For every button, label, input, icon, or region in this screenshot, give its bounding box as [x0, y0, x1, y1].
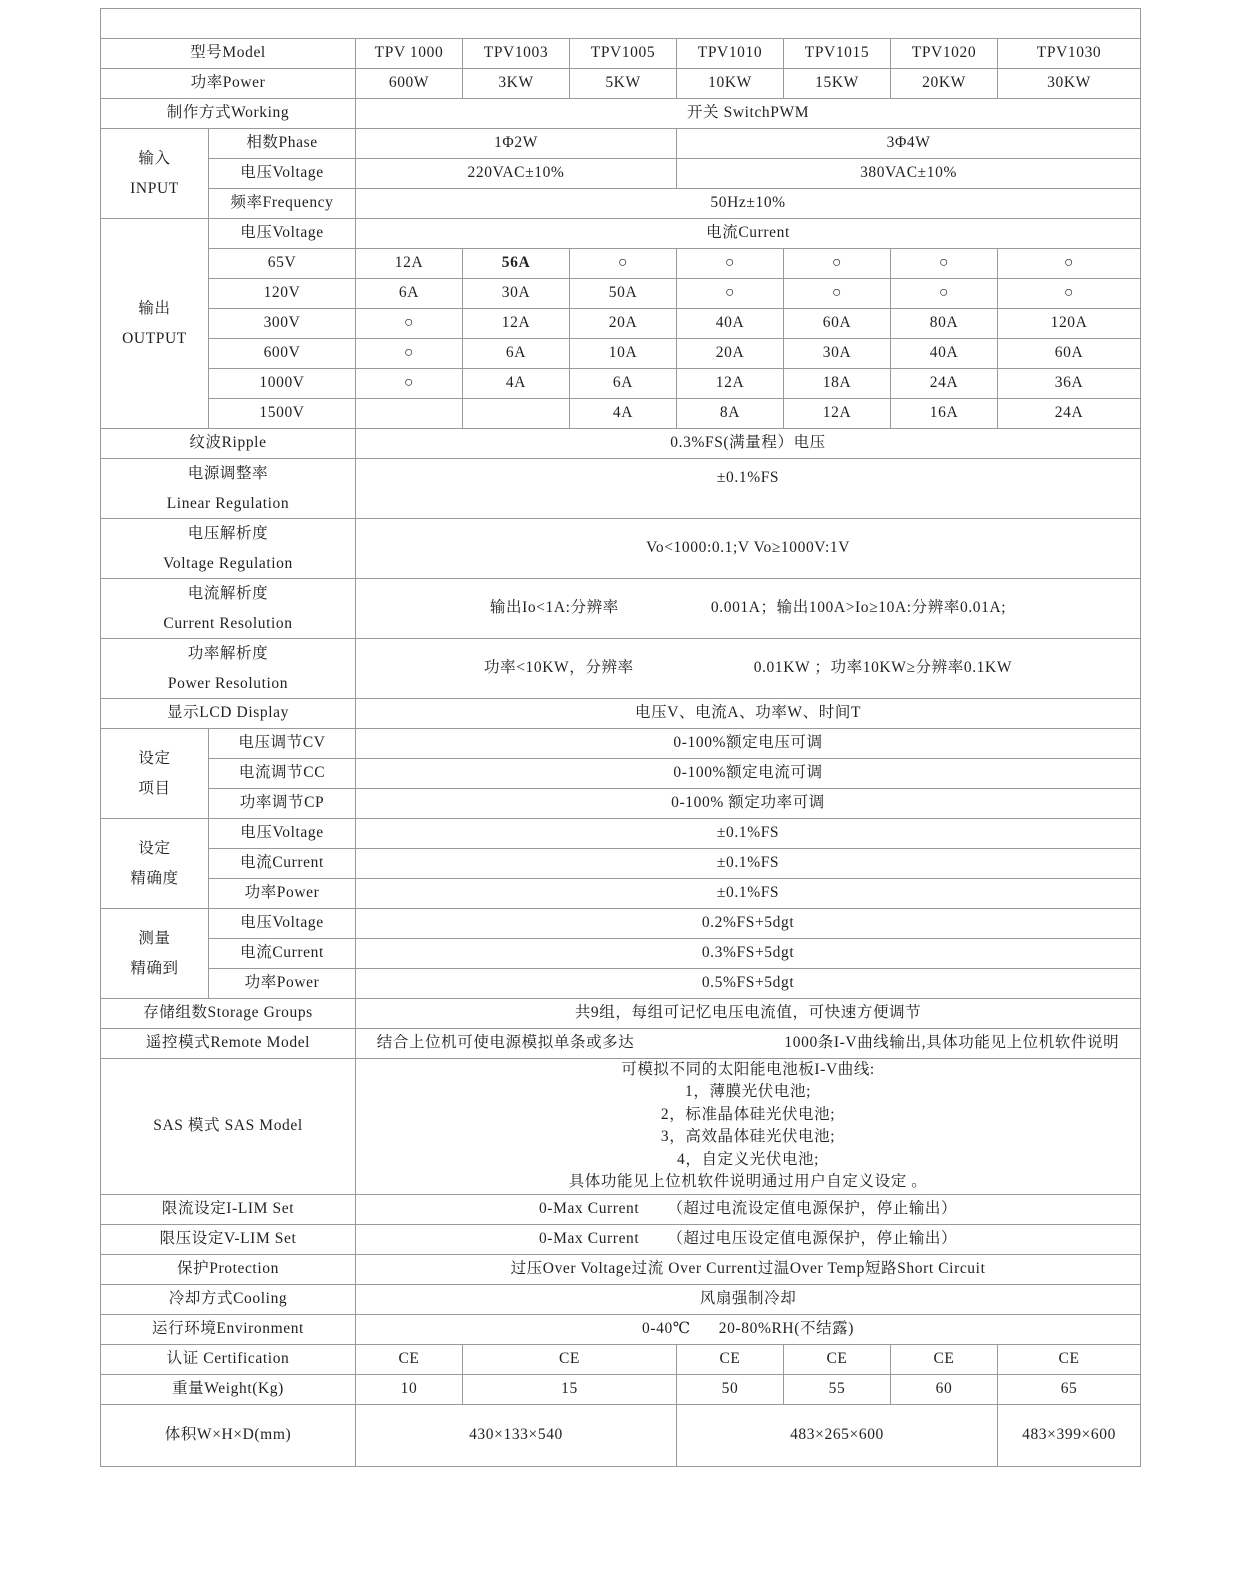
certification-cell-3: CE: [784, 1344, 891, 1374]
output-voltage-1: 120V: [209, 279, 356, 309]
setting-accuracy-group-label: [101, 819, 209, 909]
input-voltage-low: 220VAC±10%: [356, 159, 677, 189]
measure-accuracy-group-label: [101, 909, 209, 999]
sas-model-line-4: 4，自定义光伏电池;: [677, 1150, 820, 1168]
output-current-5-6: 24A: [998, 399, 1141, 429]
output-header-row: [101, 219, 1141, 249]
measure-accuracy-value-0: 0.2%FS+5dgt: [356, 909, 1141, 939]
input-label-cn: 输入: [138, 150, 171, 168]
setting-accuracy-row-voltage: [101, 819, 1141, 849]
output-label-en: OUTPUT: [122, 329, 187, 347]
model-cell-0: TPV 1000: [356, 39, 463, 69]
environment-part1: 0-40℃: [642, 1320, 691, 1338]
sas-model-line-1: 1，薄膜光伏电池;: [685, 1083, 812, 1101]
setting-item-value-2: 0-100% 额定功率可调: [356, 789, 1141, 819]
i-lim-part1: 0-Max Current: [538, 1200, 640, 1218]
model-cell-5: TPV1020: [891, 39, 998, 69]
power-resolution-part1: 功率<10KW，分辨率: [484, 659, 634, 677]
output-label-cn: 输出: [138, 300, 171, 318]
voltage-regulation-value: Vo<1000:0.1;V Vo≥1000V:1V: [356, 519, 1141, 579]
input-group-label: [101, 129, 209, 219]
input-label-en: INPUT: [130, 179, 179, 197]
setting-accuracy-value-0: ±0.1%FS: [356, 819, 1141, 849]
measure-accuracy-row-power: [101, 969, 1141, 999]
sas-model-row: [101, 1059, 1141, 1195]
storage-groups-row: [101, 999, 1141, 1029]
environment-value: [356, 1314, 1141, 1344]
dimensions-label: 体积W×H×D(mm): [101, 1404, 356, 1466]
output-current-1-5: ○: [891, 279, 998, 309]
i-lim-part2: （超过电流设定值电源保护，停止输出）: [667, 1200, 958, 1218]
setting-item-label-1: 电流调节CC: [209, 759, 356, 789]
setting-items-group-label: [101, 729, 209, 819]
power-cell-4: 15KW: [784, 69, 891, 99]
input-voltage-row: [101, 159, 1141, 189]
output-current-0-3: ○: [677, 249, 784, 279]
power-cell-1: 3KW: [463, 69, 570, 99]
output-voltage-0: 65V: [209, 249, 356, 279]
setting-accuracy-value-1: ±0.1%FS: [356, 849, 1141, 879]
lcd-display-row: [101, 699, 1141, 729]
output-current-2-5: 80A: [891, 309, 998, 339]
output-current-0-5: ○: [891, 249, 998, 279]
setting-items-label-line2: 项目: [138, 779, 171, 797]
output-current-1-6: ○: [998, 279, 1141, 309]
storage-groups-label: 存储组数Storage Groups: [101, 999, 356, 1029]
measure-accuracy-value-2: 0.5%FS+5dgt: [356, 969, 1141, 999]
protection-value: 过压Over Voltage过流 Over Current过温Over Temp短路Short Circuit: [356, 1254, 1141, 1284]
current-resolution-value: [356, 579, 1141, 639]
page-title: TPV1000系列规格: [101, 9, 1141, 39]
input-phase-label: 相数Phase: [209, 129, 356, 159]
setting-items-label-line1: 设定: [138, 750, 171, 768]
v-lim-part2: （超过电压设定值电源保护，停止输出）: [667, 1230, 958, 1248]
output-current-2-1: 12A: [463, 309, 570, 339]
measure-accuracy-value-1: 0.3%FS+5dgt: [356, 939, 1141, 969]
working-label: 制作方式Working: [101, 99, 356, 129]
output-current-0-2: ○: [570, 249, 677, 279]
sas-model-label: SAS 模式 SAS Model: [101, 1059, 356, 1195]
model-cell-6: TPV1030: [998, 39, 1141, 69]
output-row-300v: [101, 309, 1141, 339]
v-lim-row: [101, 1224, 1141, 1254]
output-current-4-3: 12A: [677, 369, 784, 399]
output-group-label: [101, 219, 209, 429]
working-value: 开关 SwitchPWM: [356, 99, 1141, 129]
certification-cell-1: CE: [463, 1344, 677, 1374]
output-current-5-4: 12A: [784, 399, 891, 429]
power-cell-3: 10KW: [677, 69, 784, 99]
output-current-4-1: 4A: [463, 369, 570, 399]
power-resolution-value: [356, 639, 1141, 699]
input-phase-high: 3Φ4W: [677, 129, 1141, 159]
input-frequency-label: 频率Frequency: [209, 189, 356, 219]
input-voltage-label: 电压Voltage: [209, 159, 356, 189]
model-cell-2: TPV1005: [570, 39, 677, 69]
measure-accuracy-label-0: 电压Voltage: [209, 909, 356, 939]
input-voltage-high: 380VAC±10%: [677, 159, 1141, 189]
ripple-label: 纹波Ripple: [101, 429, 356, 459]
setting-item-label-0: 电压调节CV: [209, 729, 356, 759]
weight-row: [101, 1374, 1141, 1404]
power-row: [101, 69, 1141, 99]
linear-regulation-row: [101, 459, 1141, 519]
setting-accuracy-label-0: 电压Voltage: [209, 819, 356, 849]
protection-label: 保护Protection: [101, 1254, 356, 1284]
remote-model-row: [101, 1029, 1141, 1059]
output-current-header: 电流Current: [356, 219, 1141, 249]
output-current-4-4: 18A: [784, 369, 891, 399]
setting-accuracy-label-1: 电流Current: [209, 849, 356, 879]
power-resolution-label: [101, 639, 356, 699]
output-current-5-3: 8A: [677, 399, 784, 429]
lcd-display-label: 显示LCD Display: [101, 699, 356, 729]
certification-cell-2: CE: [677, 1344, 784, 1374]
title-row: [101, 9, 1141, 39]
measure-accuracy-label-2: 功率Power: [209, 969, 356, 999]
output-current-3-3: 20A: [677, 339, 784, 369]
output-current-1-2: 50A: [570, 279, 677, 309]
i-lim-label: 限流设定I-LIM Set: [101, 1194, 356, 1224]
power-resolution-label-en: Power Resolution: [167, 674, 289, 692]
output-row-65v: [101, 249, 1141, 279]
output-current-5-0: [356, 399, 463, 429]
power-cell-5: 20KW: [891, 69, 998, 99]
output-current-4-6: 36A: [998, 369, 1141, 399]
output-current-0-1: 56A: [463, 249, 570, 279]
voltage-regulation-row: [101, 519, 1141, 579]
v-lim-part1: 0-Max Current: [538, 1230, 640, 1248]
output-current-2-4: 60A: [784, 309, 891, 339]
cooling-value: 风扇强制冷却: [356, 1284, 1141, 1314]
output-current-4-2: 6A: [570, 369, 677, 399]
spec-sheet: [100, 8, 1140, 1467]
output-current-5-1: [463, 399, 570, 429]
output-current-3-0: ○: [356, 339, 463, 369]
output-voltage-3: 600V: [209, 339, 356, 369]
current-resolution-label-cn: 电流解析度: [187, 585, 269, 603]
environment-label: 运行环境Environment: [101, 1314, 356, 1344]
working-row: [101, 99, 1141, 129]
environment-part2: 20-80%RH(不结露): [718, 1320, 855, 1338]
input-phase-row: [101, 129, 1141, 159]
specification-table: [100, 8, 1141, 1467]
sas-model-line-0: 可模拟不同的太阳能电池板I-V曲线:: [621, 1061, 875, 1078]
voltage-regulation-label-cn: 电压解析度: [187, 525, 269, 543]
setting-items-row-cv: [101, 729, 1141, 759]
i-lim-value: [356, 1194, 1141, 1224]
certification-cell-0: CE: [356, 1344, 463, 1374]
setting-accuracy-row-power: [101, 879, 1141, 909]
output-current-2-6: 120A: [998, 309, 1141, 339]
dimensions-cell-1: 483×265×600: [677, 1404, 998, 1466]
linear-regulation-value: ±0.1%FS: [356, 459, 1141, 519]
v-lim-label: 限压设定V-LIM Set: [101, 1224, 356, 1254]
certification-cell-5: CE: [998, 1344, 1141, 1374]
certification-row: [101, 1344, 1141, 1374]
linear-regulation-label: [101, 459, 356, 519]
voltage-regulation-label-en: Voltage Regulation: [163, 554, 293, 572]
current-resolution-part2: 0.001A；输出100A>Io≥10A:分辨率0.01A;: [710, 599, 1007, 617]
model-cell-3: TPV1010: [677, 39, 784, 69]
output-current-1-0: 6A: [356, 279, 463, 309]
remote-model-label: 遥控模式Remote Model: [101, 1029, 356, 1059]
model-cell-1: TPV1003: [463, 39, 570, 69]
output-current-3-2: 10A: [570, 339, 677, 369]
output-current-4-5: 24A: [891, 369, 998, 399]
power-cell-0: 600W: [356, 69, 463, 99]
power-cell-2: 5KW: [570, 69, 677, 99]
dimensions-row: [101, 1404, 1141, 1466]
certification-cell-4: CE: [891, 1344, 998, 1374]
i-lim-row: [101, 1194, 1141, 1224]
current-resolution-label: [101, 579, 356, 639]
output-current-1-3: ○: [677, 279, 784, 309]
remote-model-part2: 1000条I-V曲线输出,具体功能见上位机软件说明: [784, 1034, 1120, 1052]
output-voltage-5: 1500V: [209, 399, 356, 429]
setting-items-row-cp: [101, 789, 1141, 819]
power-resolution-part2: 0.01KW ；功率10KW≥分辨率0.1KW: [753, 659, 1013, 677]
power-label: 功率Power: [101, 69, 356, 99]
ripple-value: 0.3%FS(满量程）电压: [356, 429, 1141, 459]
output-voltage-header: 电压Voltage: [209, 219, 356, 249]
setting-item-value-0: 0-100%额定电压可调: [356, 729, 1141, 759]
output-current-1-4: ○: [784, 279, 891, 309]
model-row: [101, 39, 1141, 69]
output-current-2-2: 20A: [570, 309, 677, 339]
linear-regulation-label-cn: 电源调整率: [187, 465, 269, 483]
current-resolution-part1: 输出Io<1A:分辨率: [489, 599, 619, 617]
linear-regulation-label-en: Linear Regulation: [166, 494, 290, 512]
measure-accuracy-row-voltage: [101, 909, 1141, 939]
output-current-0-4: ○: [784, 249, 891, 279]
v-lim-value: [356, 1224, 1141, 1254]
cooling-label: 冷却方式Cooling: [101, 1284, 356, 1314]
power-resolution-row: [101, 639, 1141, 699]
output-current-3-1: 6A: [463, 339, 570, 369]
output-current-0-6: ○: [998, 249, 1141, 279]
input-frequency-row: [101, 189, 1141, 219]
input-phase-low: 1Φ2W: [356, 129, 677, 159]
output-current-2-0: ○: [356, 309, 463, 339]
environment-row: [101, 1314, 1141, 1344]
output-current-4-0: ○: [356, 369, 463, 399]
measure-accuracy-label-1: 电流Current: [209, 939, 356, 969]
certification-label: 认证 Certification: [101, 1344, 356, 1374]
sas-model-line-5: 具体功能见上位机软件说明通过用户自定义设定 。: [568, 1173, 928, 1191]
output-current-3-5: 40A: [891, 339, 998, 369]
output-current-5-5: 16A: [891, 399, 998, 429]
weight-label: 重量Weight(Kg): [101, 1374, 356, 1404]
weight-cell-1: 15: [463, 1374, 677, 1404]
weight-cell-5: 65: [998, 1374, 1141, 1404]
weight-cell-4: 60: [891, 1374, 998, 1404]
voltage-regulation-label: [101, 519, 356, 579]
sas-model-value: [356, 1059, 1141, 1195]
output-row-1500v: [101, 399, 1141, 429]
output-current-1-1: 30A: [463, 279, 570, 309]
sas-model-line-3: 3，高效晶体硅光伏电池;: [660, 1128, 836, 1146]
setting-items-row-cc: [101, 759, 1141, 789]
output-current-3-6: 60A: [998, 339, 1141, 369]
ripple-row: [101, 429, 1141, 459]
weight-cell-0: 10: [356, 1374, 463, 1404]
weight-cell-2: 50: [677, 1374, 784, 1404]
output-voltage-4: 1000V: [209, 369, 356, 399]
output-current-3-4: 30A: [784, 339, 891, 369]
measure-accuracy-label-line1: 测量: [138, 930, 171, 948]
output-current-0-0: 12A: [356, 249, 463, 279]
remote-model-value: [356, 1029, 1141, 1059]
cooling-row: [101, 1284, 1141, 1314]
power-resolution-label-cn: 功率解析度: [187, 645, 269, 663]
output-row-600v: [101, 339, 1141, 369]
remote-model-part1: 结合上位机可使电源模拟单条或多达: [376, 1034, 635, 1052]
setting-item-value-1: 0-100%额定电流可调: [356, 759, 1141, 789]
model-label: 型号Model: [101, 39, 356, 69]
lcd-display-value: 电压V、电流A、功率W、时间T: [356, 699, 1141, 729]
measure-accuracy-row-current: [101, 939, 1141, 969]
output-row-120v: [101, 279, 1141, 309]
output-current-5-2: 4A: [570, 399, 677, 429]
dimensions-cell-0: 430×133×540: [356, 1404, 677, 1466]
setting-accuracy-row-current: [101, 849, 1141, 879]
output-row-1000v: [101, 369, 1141, 399]
dimensions-cell-2: 483×399×600: [998, 1404, 1141, 1466]
measure-accuracy-label-line2: 精确到: [130, 959, 179, 977]
sas-model-line-2: 2，标准晶体硅光伏电池;: [660, 1105, 836, 1123]
protection-row: [101, 1254, 1141, 1284]
storage-groups-value: 共9组，每组可记忆电压电流值，可快速方便调节: [356, 999, 1141, 1029]
power-cell-6: 30KW: [998, 69, 1141, 99]
current-resolution-label-en: Current Resolution: [163, 614, 293, 632]
setting-accuracy-value-2: ±0.1%FS: [356, 879, 1141, 909]
weight-cell-3: 55: [784, 1374, 891, 1404]
output-current-2-3: 40A: [677, 309, 784, 339]
input-frequency-value: 50Hz±10%: [356, 189, 1141, 219]
model-cell-4: TPV1015: [784, 39, 891, 69]
setting-accuracy-label-line1: 设定: [138, 840, 171, 858]
setting-accuracy-label-line2: 精确度: [130, 869, 179, 887]
setting-accuracy-label-2: 功率Power: [209, 879, 356, 909]
current-resolution-row: [101, 579, 1141, 639]
setting-item-label-2: 功率调节CP: [209, 789, 356, 819]
output-voltage-2: 300V: [209, 309, 356, 339]
